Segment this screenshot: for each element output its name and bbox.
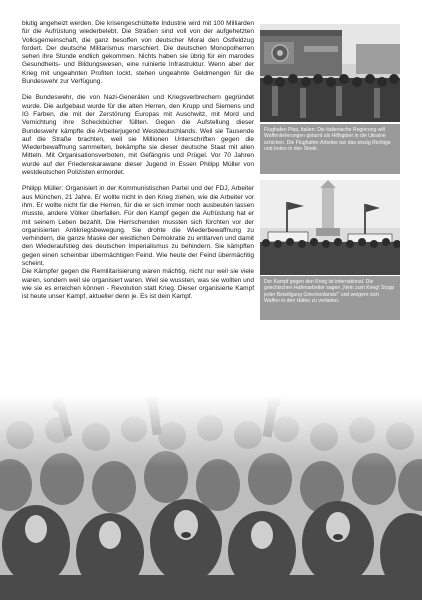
airport-protest-photo [260,24,400,122]
article-paragraph-1: blutig angeheizt werden. Die krisengeschüttelte Industrie wird mit 100 Milliarden für die Aufrüstung wiederbelebt. Die Straßen sind voll von der aufgehetzten Volksgemeinschaft, die ganz besoffen von deutscher Moral den Ostfeldzug fordert. Der deutsche Militarismus marschiert. Die deutschen Monopolherren sehen ihre Stunde endlich gekommen. Nichts haben sie übrig für ein marodes Gesundheits- und Bildungswesen, eine ruinierte Infrastruktur. Wenn aber der Krieg mit ungeahnten Profiten lockt, stehen ungeahnte Geldmengen für die Bundeswehr zur Verfügung. [22,20,254,86]
article-body [22,20,254,310]
harbor-protest-caption: Der Kampf gegen den Krieg ist international. Die griechischen Hafenarbeiter sagen „Nein zum Krieg! Stopp jeder Beteiligung Griechenlands!“ und weigern sich Waffen in den Häfen zu verladen. [260,276,400,320]
harbor-protest-photo [260,180,400,275]
article-paragraph-2: Die Bundeswehr, die von Nazi-Generälen und Kriegsverbrechern gegründet wurde. Die aufgebaut wurde für die alten Herren, den Krupp und Siemens und IG Farben, die mit der Zerstörung Europas mit Auschwitz, mit Mord und Vernichtung ihre Scheckbücher füllten. Gegen die Aufstellung dieser Bundeswehr kämpfte die Arbeiterjugend Westdeutschlands. Weil sie Tausende auf die Straße brachten, weil sie Millionen Unterschriften gegen die Wiederbewaffnung sammelten, bekämpfte sie dieser deutsche Staat mit allen Mitteln. Mit Organisationsverboten, mit Gefängnis und Prügel. Vor 70 Jahren wurde auf der Friedenskarawane dieser Jugend in Essen Philipp Müller von westdeutschen Polizisten ermordet. [22,94,254,177]
article-paragraph-3: Philipp Müller: Organisiert in der Kommunistischen Partei und der FDJ, Arbeiter aus München, 21 Jahre. Er wollte nicht in den Krieg ziehen, wie die Arbeiter vor ihm. Er wollte nicht für die Herren, für die er sich immer noch ausbeuten lassen musste, andere Völker überfallen. Für den Kampf gegen die Aufrüstung hat er mit seinem Leben bezahlt. Die Herrschenden mussten sich fürchten vor der organisierten Antikriegsbewegung. Sie drohte die Wiederbewaffnung zu verhindern, die ganze Maske der westlichen Demokratie zu entlarven und damit den Wiederaufstieg des deutschen Imperialismus zu behindern. Sie kämpften gegen einen scheinbar übermächtigen Feind. Wie heute der Feind übermächtig scheint. [22,185,254,268]
airport-protest-caption: Flughafen Pisa, Italien: Die italienische Regierung will Waffenlieferungen getarnt als Hilfsgüter in die Ukraine schicken. Die Flughafen-Arbeiter tun das einzig Richtige und treten in den Streik. [260,124,400,174]
crowd-illustration [0,395,422,600]
article-paragraph-4: Die Kämpfer gegen die Remilitarisierung waren mächtig, nicht nur weil sie viele waren, sondern weil sie organisiert waren. Weil sie wussten, was sie wollten und wie sie es erreichen können - Revolution statt Krieg. Dieser organisierte Kampf ist heute unser Kampf, aktueller denn je. Es ist dein Kampf. [22,268,254,301]
